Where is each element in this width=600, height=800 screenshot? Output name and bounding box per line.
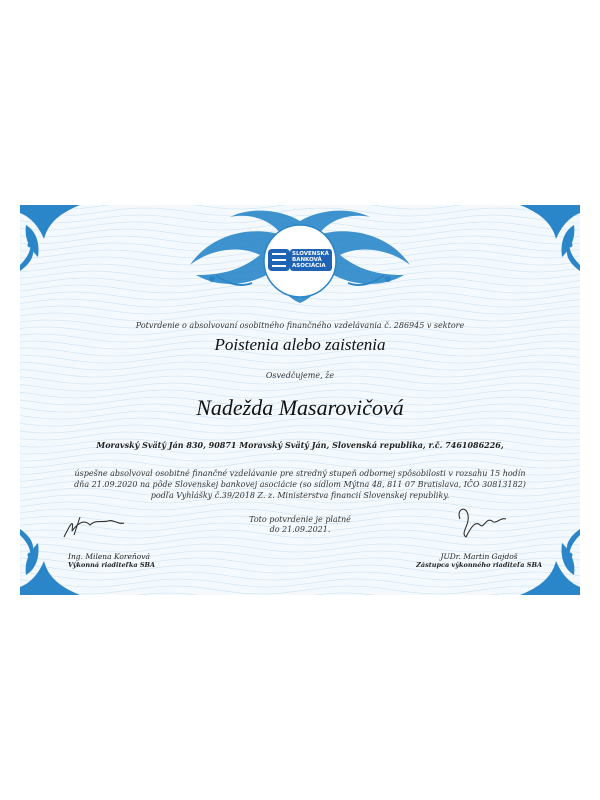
guilloche-wave xyxy=(20,502,580,510)
logo-line-1: SLOVENSKÁ xyxy=(292,251,329,257)
guilloche-wave xyxy=(20,586,580,594)
guilloche-wave xyxy=(20,306,580,314)
corner-ornament-top-right-icon xyxy=(520,205,580,271)
signatory-left-name: Ing. Milena Koreňová xyxy=(68,552,150,561)
sector-title: Poistenia alebo zaistenia xyxy=(214,335,386,354)
guilloche-wave xyxy=(20,425,580,433)
logo-line-3: ASOCIÁCIA xyxy=(292,263,326,269)
logo-text xyxy=(292,251,329,269)
guilloche-wave xyxy=(20,579,580,587)
signature-block-right xyxy=(416,552,542,569)
recipient-name: Nadežda Masarovičová xyxy=(196,395,404,420)
guilloche-wave xyxy=(20,460,580,468)
guilloche-wave xyxy=(20,537,580,545)
signatory-left-role: Výkonná riaditeľka SBA xyxy=(68,561,156,569)
guilloche-wave xyxy=(20,362,580,370)
signatory-right-name: JUDr. Martin Gajdoš xyxy=(440,552,518,561)
body-line-3: podľa Vyhlášky č.39/2018 Z. z. Ministerstva financií Slovenskej republiky. xyxy=(150,491,450,500)
signatory-right-role: Zástupca výkonného riaditeľa SBA xyxy=(416,561,542,569)
validity-line-1: Toto potvrdenie je platné xyxy=(249,515,351,524)
certify-line: Osvedčujeme, že xyxy=(265,371,335,380)
guilloche-wave xyxy=(20,208,580,216)
certificate xyxy=(20,205,580,595)
corner-ornament-top-left-icon xyxy=(20,205,80,271)
validity-line-2: do 21.09.2021. xyxy=(269,525,331,534)
guilloche-wave xyxy=(20,383,580,391)
signature-block-left xyxy=(68,552,155,569)
body-line-1: úspešne absolvoval osobitné finančné vzdelávanie pre stredný stupeň odbornej spôsobilosti v rozsahu 15 hodín xyxy=(74,469,526,478)
logo-line-2: BANKOVÁ xyxy=(292,257,322,263)
intro-line: Potvrdenie o absolvovaní osobitného finančného vzdelávania č. 286945 v sektore xyxy=(135,321,465,330)
guilloche-wave xyxy=(20,205,580,209)
guilloche-wave xyxy=(20,355,580,363)
body-line-2: dňa 21.09.2020 na pôde Slovenskej bankovej asociácie (so sídlom Mýtna 48, 811 07 Bratislava, IČO 30813182) xyxy=(74,480,526,489)
recipient-address: Moravský Svätý Ján 830, 90871 Moravský Svätý Ján, Slovenská republika, r.č. 7461086226, xyxy=(96,440,504,450)
guilloche-wave xyxy=(20,313,580,321)
